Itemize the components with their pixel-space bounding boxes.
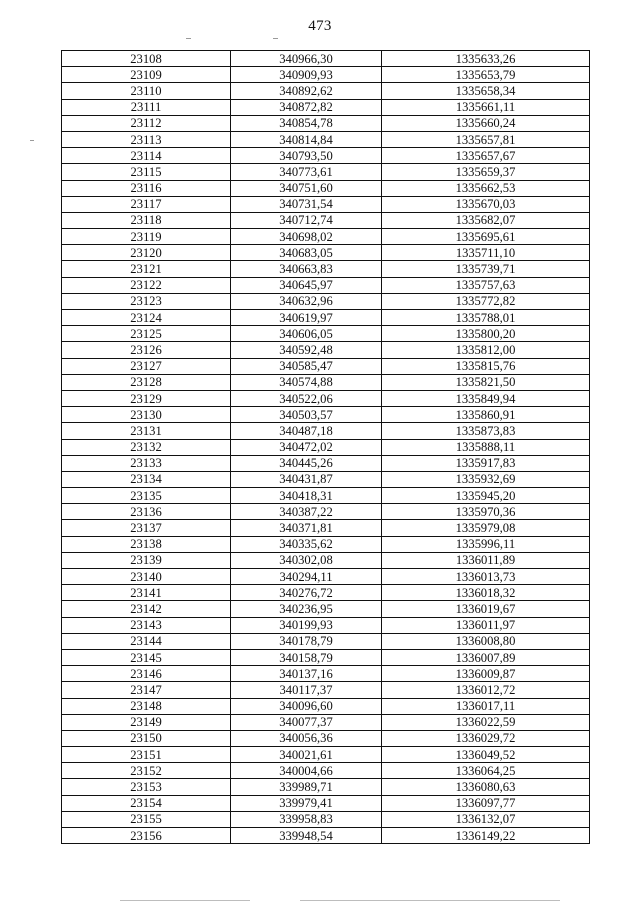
point-number-cell: 23121 [62,261,231,277]
x-coordinate-cell: 340909,93 [231,67,382,83]
point-number-cell: 23133 [62,455,231,471]
point-number-cell: 23146 [62,666,231,682]
point-number-cell: 23125 [62,326,231,342]
point-number-cell: 23142 [62,601,231,617]
y-coordinate-cell: 1336019,67 [382,601,590,617]
x-coordinate-cell: 339958,83 [231,811,382,827]
x-coordinate-cell: 340585,47 [231,358,382,374]
point-number-cell: 23136 [62,504,231,520]
point-number-cell: 23122 [62,277,231,293]
point-number-cell: 23148 [62,698,231,714]
y-coordinate-cell: 1335788,01 [382,310,590,326]
table-row [62,293,590,309]
point-number-cell: 23139 [62,552,231,568]
x-coordinate-cell: 340021,61 [231,747,382,763]
x-coordinate-cell: 340731,54 [231,196,382,212]
table-row [62,131,590,147]
point-number-cell: 23155 [62,811,231,827]
x-coordinate-cell: 340663,83 [231,261,382,277]
x-coordinate-cell: 340137,16 [231,666,382,682]
y-coordinate-cell: 1336008,80 [382,633,590,649]
table-row [62,763,590,779]
point-number-cell: 23128 [62,374,231,390]
table-row [62,390,590,406]
y-coordinate-cell: 1336132,07 [382,811,590,827]
y-coordinate-cell: 1336018,32 [382,585,590,601]
point-number-cell: 23143 [62,617,231,633]
point-number-cell: 23111 [62,99,231,115]
point-number-cell: 23126 [62,342,231,358]
table-row [62,358,590,374]
point-number-cell: 23113 [62,131,231,147]
point-number-cell: 23129 [62,390,231,406]
y-coordinate-cell: 1335821,50 [382,374,590,390]
point-number-cell: 23116 [62,180,231,196]
point-number-cell: 23112 [62,115,231,131]
scan-mark [30,140,34,141]
point-number-cell: 23114 [62,148,231,164]
x-coordinate-cell: 340445,26 [231,455,382,471]
point-number-cell: 23115 [62,164,231,180]
table-row [62,99,590,115]
y-coordinate-cell: 1335682,07 [382,212,590,228]
point-number-cell: 23151 [62,747,231,763]
x-coordinate-cell: 339989,71 [231,779,382,795]
x-coordinate-cell: 340236,95 [231,601,382,617]
x-coordinate-cell: 340619,97 [231,310,382,326]
coordinates-table [61,50,590,844]
table-row [62,666,590,682]
x-coordinate-cell: 340698,02 [231,229,382,245]
table-row [62,212,590,228]
point-number-cell: 23109 [62,67,231,83]
point-number-cell: 23152 [62,763,231,779]
table-row [62,730,590,746]
x-coordinate-cell: 340276,72 [231,585,382,601]
table-row [62,649,590,665]
x-coordinate-cell: 340966,30 [231,51,382,67]
y-coordinate-cell: 1335657,67 [382,148,590,164]
x-coordinate-cell: 340751,60 [231,180,382,196]
x-coordinate-cell: 340178,79 [231,633,382,649]
table-row [62,552,590,568]
point-number-cell: 23124 [62,310,231,326]
y-coordinate-cell: 1335633,26 [382,51,590,67]
x-coordinate-cell: 340793,50 [231,148,382,164]
y-coordinate-cell: 1335812,00 [382,342,590,358]
point-number-cell: 23130 [62,407,231,423]
point-number-cell: 23120 [62,245,231,261]
scan-mark [120,900,250,901]
table-row [62,310,590,326]
y-coordinate-cell: 1335945,20 [382,488,590,504]
y-coordinate-cell: 1335711,10 [382,245,590,261]
x-coordinate-cell: 340503,57 [231,407,382,423]
y-coordinate-cell: 1335849,94 [382,390,590,406]
table-row [62,455,590,471]
table-row [62,569,590,585]
x-coordinate-cell: 340683,05 [231,245,382,261]
table-row [62,698,590,714]
table-row [62,779,590,795]
x-coordinate-cell: 340522,06 [231,390,382,406]
table-row [62,245,590,261]
y-coordinate-cell: 1335815,76 [382,358,590,374]
y-coordinate-cell: 1335772,82 [382,293,590,309]
table-row [62,811,590,827]
table-row [62,488,590,504]
table-row [62,747,590,763]
x-coordinate-cell: 340487,18 [231,423,382,439]
coordinates-table-body [62,51,590,844]
x-coordinate-cell: 340712,74 [231,212,382,228]
y-coordinate-cell: 1335860,91 [382,407,590,423]
table-row [62,617,590,633]
point-number-cell: 23127 [62,358,231,374]
x-coordinate-cell: 340056,36 [231,730,382,746]
y-coordinate-cell: 1336012,72 [382,682,590,698]
point-number-cell: 23118 [62,212,231,228]
y-coordinate-cell: 1335653,79 [382,67,590,83]
table-row [62,148,590,164]
point-number-cell: 23117 [62,196,231,212]
scan-mark [300,900,560,901]
table-row [62,828,590,844]
point-number-cell: 23153 [62,779,231,795]
y-coordinate-cell: 1335657,81 [382,131,590,147]
y-coordinate-cell: 1335800,20 [382,326,590,342]
y-coordinate-cell: 1336009,87 [382,666,590,682]
y-coordinate-cell: 1335917,83 [382,455,590,471]
x-coordinate-cell: 340418,31 [231,488,382,504]
x-coordinate-cell: 340387,22 [231,504,382,520]
x-coordinate-cell: 339948,54 [231,828,382,844]
point-number-cell: 23119 [62,229,231,245]
table-row [62,682,590,698]
point-number-cell: 23149 [62,714,231,730]
table-row [62,374,590,390]
scan-mark [273,38,278,39]
point-number-cell: 23154 [62,795,231,811]
point-number-cell: 23140 [62,569,231,585]
point-number-cell: 23131 [62,423,231,439]
x-coordinate-cell: 340472,02 [231,439,382,455]
x-coordinate-cell: 340117,37 [231,682,382,698]
point-number-cell: 23110 [62,83,231,99]
x-coordinate-cell: 340892,62 [231,83,382,99]
x-coordinate-cell: 340302,08 [231,552,382,568]
point-number-cell: 23138 [62,536,231,552]
point-number-cell: 23145 [62,649,231,665]
x-coordinate-cell: 340606,05 [231,326,382,342]
x-coordinate-cell: 340632,96 [231,293,382,309]
x-coordinate-cell: 340158,79 [231,649,382,665]
x-coordinate-cell: 340854,78 [231,115,382,131]
y-coordinate-cell: 1336013,73 [382,569,590,585]
table-row [62,407,590,423]
table-row [62,439,590,455]
x-coordinate-cell: 340199,93 [231,617,382,633]
x-coordinate-cell: 340645,97 [231,277,382,293]
x-coordinate-cell: 340574,88 [231,374,382,390]
x-coordinate-cell: 340371,81 [231,520,382,536]
point-number-cell: 23108 [62,51,231,67]
y-coordinate-cell: 1336149,22 [382,828,590,844]
y-coordinate-cell: 1335888,11 [382,439,590,455]
y-coordinate-cell: 1335979,08 [382,520,590,536]
point-number-cell: 23137 [62,520,231,536]
table-row [62,83,590,99]
x-coordinate-cell: 340592,48 [231,342,382,358]
y-coordinate-cell: 1335661,11 [382,99,590,115]
table-row [62,277,590,293]
y-coordinate-cell: 1335996,11 [382,536,590,552]
table-row [62,536,590,552]
y-coordinate-cell: 1336049,52 [382,747,590,763]
y-coordinate-cell: 1335662,53 [382,180,590,196]
table-row [62,180,590,196]
point-number-cell: 23132 [62,439,231,455]
table-row [62,585,590,601]
y-coordinate-cell: 1335659,37 [382,164,590,180]
y-coordinate-cell: 1336011,89 [382,552,590,568]
x-coordinate-cell: 340004,66 [231,763,382,779]
scan-mark [186,38,191,39]
table-row [62,795,590,811]
table-row [62,601,590,617]
point-number-cell: 23134 [62,471,231,487]
table-row [62,51,590,67]
table-row [62,714,590,730]
table-row [62,67,590,83]
point-number-cell: 23135 [62,488,231,504]
table-row [62,520,590,536]
y-coordinate-cell: 1336080,63 [382,779,590,795]
x-coordinate-cell: 340814,84 [231,131,382,147]
x-coordinate-cell: 340773,61 [231,164,382,180]
y-coordinate-cell: 1335660,24 [382,115,590,131]
point-number-cell: 23123 [62,293,231,309]
x-coordinate-cell: 340431,87 [231,471,382,487]
table-row [62,423,590,439]
x-coordinate-cell: 340335,62 [231,536,382,552]
table-row [62,115,590,131]
x-coordinate-cell: 340872,82 [231,99,382,115]
point-number-cell: 23144 [62,633,231,649]
y-coordinate-cell: 1336097,77 [382,795,590,811]
table-row [62,164,590,180]
y-coordinate-cell: 1336064,25 [382,763,590,779]
y-coordinate-cell: 1336029,72 [382,730,590,746]
y-coordinate-cell: 1335658,34 [382,83,590,99]
y-coordinate-cell: 1335670,03 [382,196,590,212]
point-number-cell: 23156 [62,828,231,844]
y-coordinate-cell: 1335739,71 [382,261,590,277]
table-row [62,633,590,649]
table-row [62,261,590,277]
y-coordinate-cell: 1335970,36 [382,504,590,520]
table-row [62,229,590,245]
y-coordinate-cell: 1336011,97 [382,617,590,633]
y-coordinate-cell: 1336007,89 [382,649,590,665]
y-coordinate-cell: 1335757,63 [382,277,590,293]
y-coordinate-cell: 1336017,11 [382,698,590,714]
point-number-cell: 23141 [62,585,231,601]
table-row [62,504,590,520]
table-row [62,471,590,487]
x-coordinate-cell: 340294,11 [231,569,382,585]
y-coordinate-cell: 1335932,69 [382,471,590,487]
table-row [62,196,590,212]
x-coordinate-cell: 340096,60 [231,698,382,714]
x-coordinate-cell: 339979,41 [231,795,382,811]
y-coordinate-cell: 1335695,61 [382,229,590,245]
page-number: 473 [308,18,332,34]
point-number-cell: 23150 [62,730,231,746]
point-number-cell: 23147 [62,682,231,698]
x-coordinate-cell: 340077,37 [231,714,382,730]
y-coordinate-cell: 1335873,83 [382,423,590,439]
table-row [62,342,590,358]
table-row [62,326,590,342]
coordinates-table-container [61,50,589,844]
y-coordinate-cell: 1336022,59 [382,714,590,730]
